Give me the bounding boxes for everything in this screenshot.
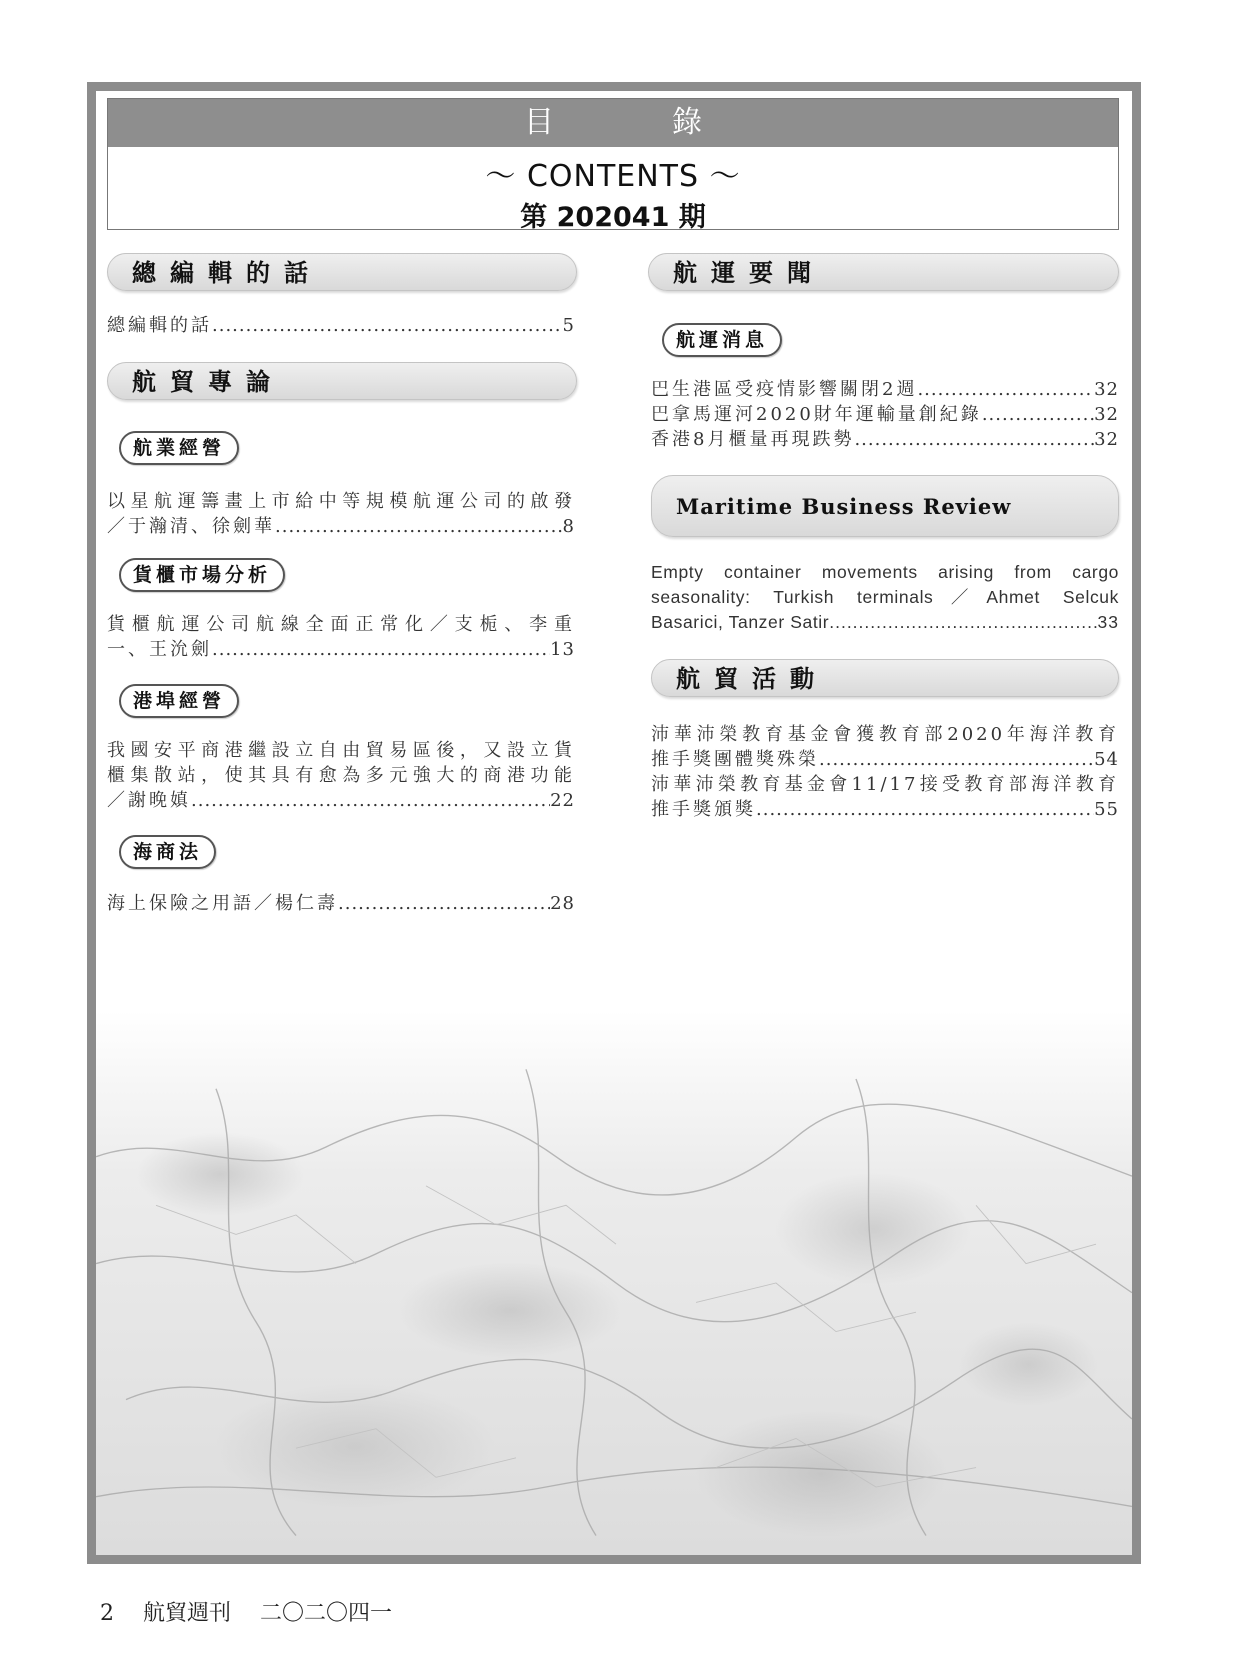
journal-name: 航貿週刊	[143, 1601, 232, 1626]
toc-entry-article-8[interactable]: 以星航運籌畫上市給中等規模航運公司的啟發 ／于瀚清、徐劍華 ..... 8	[107, 489, 575, 539]
section-banner-activities: 航貿活動	[651, 659, 1119, 697]
marble-veins	[96, 1011, 1132, 1555]
page-frame	[87, 82, 1141, 1564]
section-banner-editor: 總編輯的話	[107, 253, 577, 291]
section-banner-commentary: 航貿專論	[107, 362, 577, 400]
contents-label: ～ CONTENTS ～	[485, 159, 741, 194]
toc-entry-news-3[interactable]: 香港8月櫃量再現跌勢 ..... 32	[651, 427, 1119, 452]
category-pill-shipping-news: 航運消息	[662, 323, 782, 357]
contents-header	[107, 98, 1119, 233]
section-banner-shipping-news: 航運要聞	[648, 253, 1119, 291]
category-pill-shipping-management: 航業經營	[119, 431, 239, 465]
toc-entry-article-55[interactable]: 沛華沛榮教育基金會11/17接受教育部海洋教育 推手獎頒獎 ..... 55	[651, 772, 1119, 822]
category-pill-maritime-law: 海商法	[119, 835, 216, 869]
toc-entry-news-list[interactable]	[651, 377, 1119, 452]
issue-number: 第 202041 期	[520, 202, 706, 233]
toc-entry-article-22[interactable]: 我國安平商港繼設立自由貿易區後，又設立貨 櫃集散站，使其具有愈為多元強大的商港功能 ／謝晚嫃 ..... 22	[107, 738, 575, 813]
header-title: 目 錄	[108, 99, 1118, 147]
section-banner-maritime-business-review: Maritime Business Review	[651, 475, 1119, 537]
toc-entry-article-28[interactable]: 海上保險之用語／楊仁壽 ..... 28	[107, 891, 575, 916]
category-pill-container-market: 貨櫃市場分析	[119, 558, 285, 592]
page-number: 2	[100, 1601, 114, 1626]
page-footer	[100, 1596, 414, 1627]
toc-entry-article-13[interactable]: 貨櫃航運公司航線全面正常化／支栀、李重 一、王沇劍 ..... 13	[107, 612, 575, 662]
category-pill-port-management: 港埠經營	[119, 684, 239, 718]
toc-entry-article-33[interactable]: Empty container movements arising from cargo seasonality: Turkish terminals／Ahmet Selcuk Basarici, Tanzer Satir ..... 33	[651, 560, 1119, 635]
marble-background	[96, 1011, 1132, 1555]
toc-entry-article-54[interactable]: 沛華沛榮教育基金會獲教育部2020年海洋教育 推手獎團體獎殊榮 ..... 54	[651, 722, 1119, 772]
footer-issue: 二〇二〇四一	[260, 1601, 393, 1626]
toc-entry-editor[interactable]: 總編輯的話 ..... 5	[107, 313, 575, 338]
toc-entry-news-1[interactable]: 巴生港區受疫情影響關閉2週 ..... 32	[651, 377, 1119, 402]
toc-entry-news-2[interactable]: 巴拿馬運河2020財年運輸量創紀錄 ..... 32	[651, 402, 1119, 427]
